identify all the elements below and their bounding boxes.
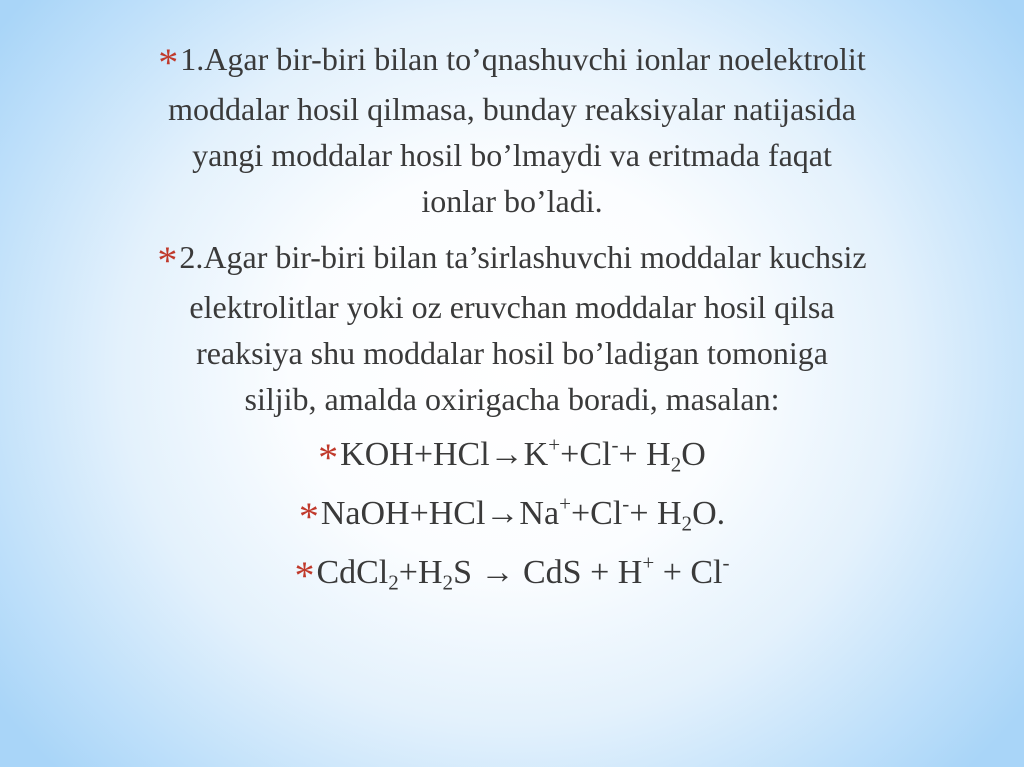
formula-koh-hcl (60, 432, 964, 481)
paragraph-line (60, 36, 964, 86)
formula-subscript: 2 (670, 452, 682, 477)
paragraph-rule-1 (60, 36, 964, 224)
bullet-star-icon: * (298, 494, 319, 539)
formula-superscript: - (611, 432, 619, 457)
formula-naoh-hcl (60, 491, 964, 540)
formula-superscript: + (548, 432, 561, 457)
formula-superscript: - (622, 491, 630, 516)
bullet-star-icon: * (157, 238, 178, 283)
formula-part: +Cl (560, 436, 612, 473)
formula-subscript: 2 (442, 570, 454, 595)
formula-subscript: 2 (681, 511, 693, 536)
formula-part: +Cl (570, 495, 623, 532)
paragraph-line: moddalar hosil qilmasa, bunday reaksiyalar natijasida (168, 91, 856, 127)
formula-part: CdCl (316, 554, 389, 591)
paragraph-line (60, 234, 964, 284)
formula-part: + H (629, 495, 682, 532)
formula-part: O (681, 436, 706, 473)
formula-part: NaOH+HCl→Na (320, 495, 560, 532)
slide-content (60, 36, 964, 609)
formula-part: + H (618, 436, 671, 473)
formula-superscript: + (559, 491, 571, 516)
paragraph-line: ionlar bo’ladi. (421, 183, 603, 219)
formula-superscript: - (722, 550, 730, 575)
paragraph-line: yangi moddalar hosil bo’lmaydi va eritmada faqat (192, 137, 832, 173)
paragraph-line: reaksiya shu moddalar hosil bo’ladigan tomoniga (196, 335, 828, 371)
paragraph-text: 2.Agar bir-biri bilan ta’sirlashuvchi moddalar kuchsiz (179, 239, 867, 275)
formula-cdcl2-h2s (60, 550, 964, 599)
formula-superscript: + (642, 550, 655, 575)
formula-part: +H (398, 554, 443, 591)
paragraph-line: elektrolitlar yoki oz eruvchan moddalar hosil qilsa (189, 289, 835, 325)
bullet-star-icon: * (318, 435, 339, 480)
bullet-star-icon: * (158, 40, 179, 85)
formula-part: S → CdS + H (453, 554, 643, 591)
paragraph-rule-2 (60, 234, 964, 422)
formula-part: O. (692, 495, 726, 532)
paragraph-line: siljib, amalda oxirigacha boradi, masalan: (244, 381, 780, 417)
paragraph-text: 1.Agar bir-biri bilan to’qnashuvchi ionlar noelektrolit (180, 41, 866, 77)
formula-part: + Cl (654, 554, 723, 591)
formula-subscript: 2 (388, 570, 399, 595)
formula-part: KOH+HCl→K (340, 436, 549, 473)
bullet-star-icon: * (294, 553, 315, 598)
